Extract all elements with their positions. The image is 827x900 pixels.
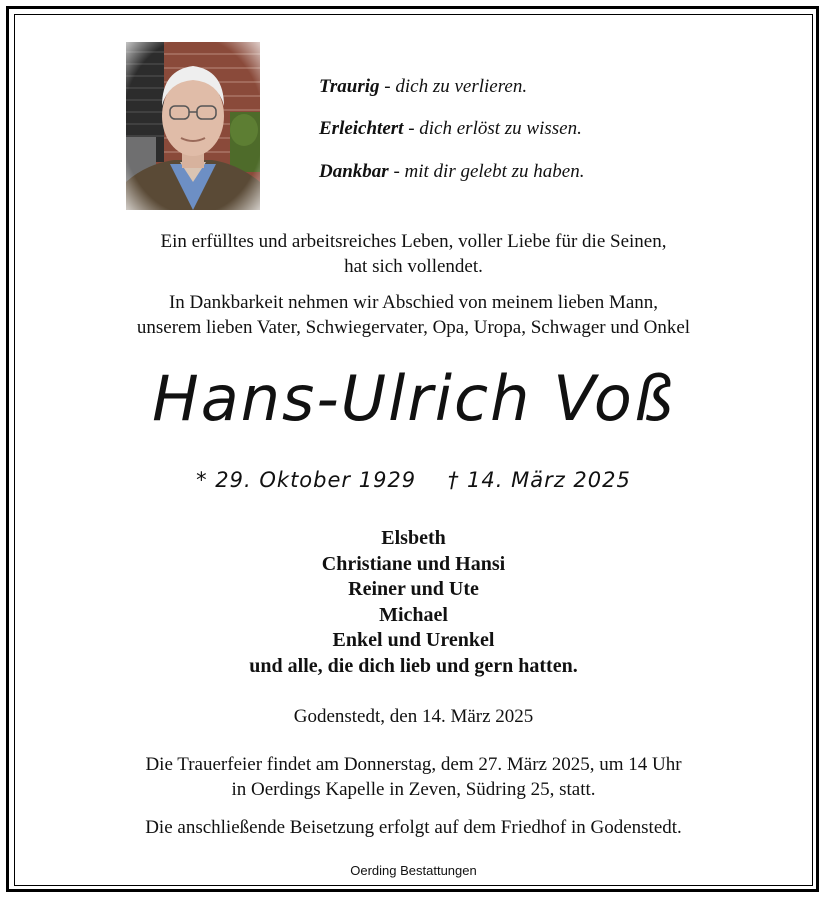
mourner: Reiner und Ute — [348, 578, 479, 600]
deceased-name: Hans-Ulrich Voß — [152, 362, 675, 435]
death-date: † 14. März 2025 — [447, 468, 631, 492]
ceremony-info: Die Trauerfeier findet am Donnerstag, dem 27. März 2025, um 14 Uhr in Oerdings Kapelle in Zeven, Südring 25, statt. — [145, 754, 682, 800]
mourner: Christiane und Hansi — [321, 552, 506, 575]
intro-text-1: Ein erfülltes und arbeitsreiches Leben, voller Liebe für die Seinen, hat sich vollendet. — [160, 231, 667, 277]
quote-line-3: Dankbar - mit dir gelebt zu haben. — [319, 161, 585, 182]
quote-line-1: Traurig - dich zu verlieren. — [319, 76, 528, 97]
mourner: Elsbeth — [381, 527, 446, 549]
intro-text-2: In Dankbarkeit nehmen wir Abschied von meinem lieben Mann, unserem lieben Vater, Schwiegervater, Opa, Uropa, Schwager und Onkel — [136, 292, 691, 338]
portrait-photo — [126, 42, 260, 210]
quote-line-2: Erleichtert - dich erlöst zu wissen. — [319, 118, 582, 139]
mourner: und alle, die dich lieb und gern hatten. — [249, 654, 578, 677]
mourner: Enkel und Urenkel — [332, 629, 495, 651]
mourner: Michael — [379, 603, 448, 626]
life-dates — [0, 468, 827, 492]
place-date: Godenstedt, den 14. März 2025 — [293, 706, 534, 727]
mourners-list — [0, 526, 827, 679]
undertaker-name: Oerding Bestattungen — [350, 863, 477, 878]
birth-date: * 29. Oktober 1929 — [196, 468, 417, 492]
burial-info: Die anschließende Beisetzung erfolgt auf dem Friedhof in Godenstedt. — [145, 817, 682, 838]
